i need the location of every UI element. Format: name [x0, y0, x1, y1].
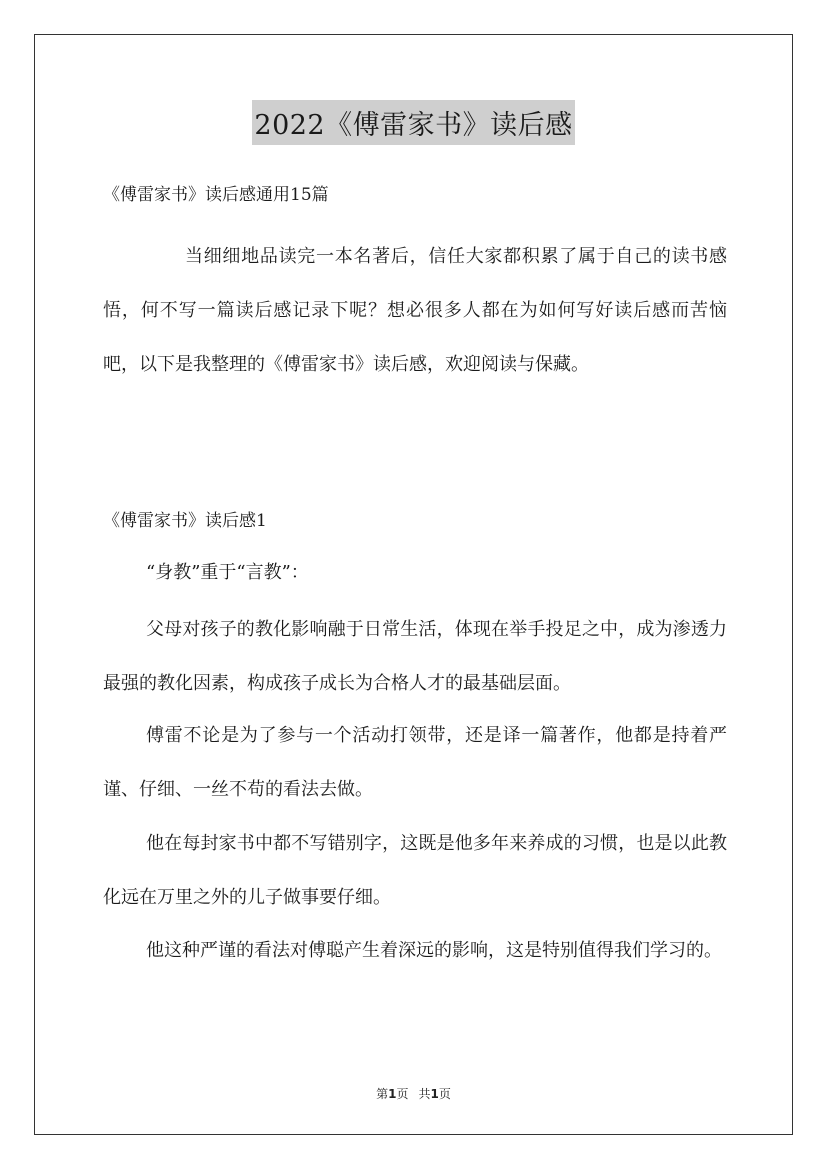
- body-paragraph-1: 父母对孩子的教化影响融于日常生活，体现在举手投足之中，成为渗透力最强的教化因素，构成孩子成长为合格人才的最基础层面。: [103, 619, 727, 694]
- section-heading: 《傅雷家书》读后感1: [103, 511, 267, 531]
- footer-total-suffix: 页: [438, 1087, 451, 1101]
- body-paragraph-2: 傅雷不论是为了参与一个活动打领带，还是译一篇著作，他都是持着严谨、仔细、一丝不苟的看法去做。: [103, 725, 727, 800]
- footer-page-prefix: 第: [376, 1087, 389, 1101]
- section-subheading: “身教”重于“言教”：: [146, 562, 309, 583]
- document-subtitle: 《傅雷家书》读后感通用15篇: [103, 185, 329, 205]
- footer-page-suffix: 页: [396, 1087, 409, 1101]
- page-footer: [0, 1085, 827, 1102]
- document-title: 2022《傅雷家书》读后感: [252, 100, 574, 145]
- footer-page-current: 1: [388, 1087, 397, 1101]
- body-paragraph-4: 他这种严谨的看法对傅聪产生着深远的影响，这是特别值得我们学习的。: [146, 940, 722, 961]
- footer-total-prefix: 共: [418, 1087, 431, 1101]
- intro-paragraph: 当细细地品读完一本名著后，信任大家都积累了属于自己的读书感悟，何不写一篇读后感记录下呢？想必很多人都在为如何写好读后感而苦恼吧，以下是我整理的《傅雷家书》读后感，欢迎阅读与保藏。: [103, 246, 727, 375]
- title-container: [0, 100, 827, 145]
- footer-page-total: 1: [430, 1087, 439, 1101]
- body-paragraph-3: 他在每封家书中都不写错别字，这既是他多年来养成的习惯，也是以此教化远在万里之外的儿子做事要仔细。: [103, 833, 727, 908]
